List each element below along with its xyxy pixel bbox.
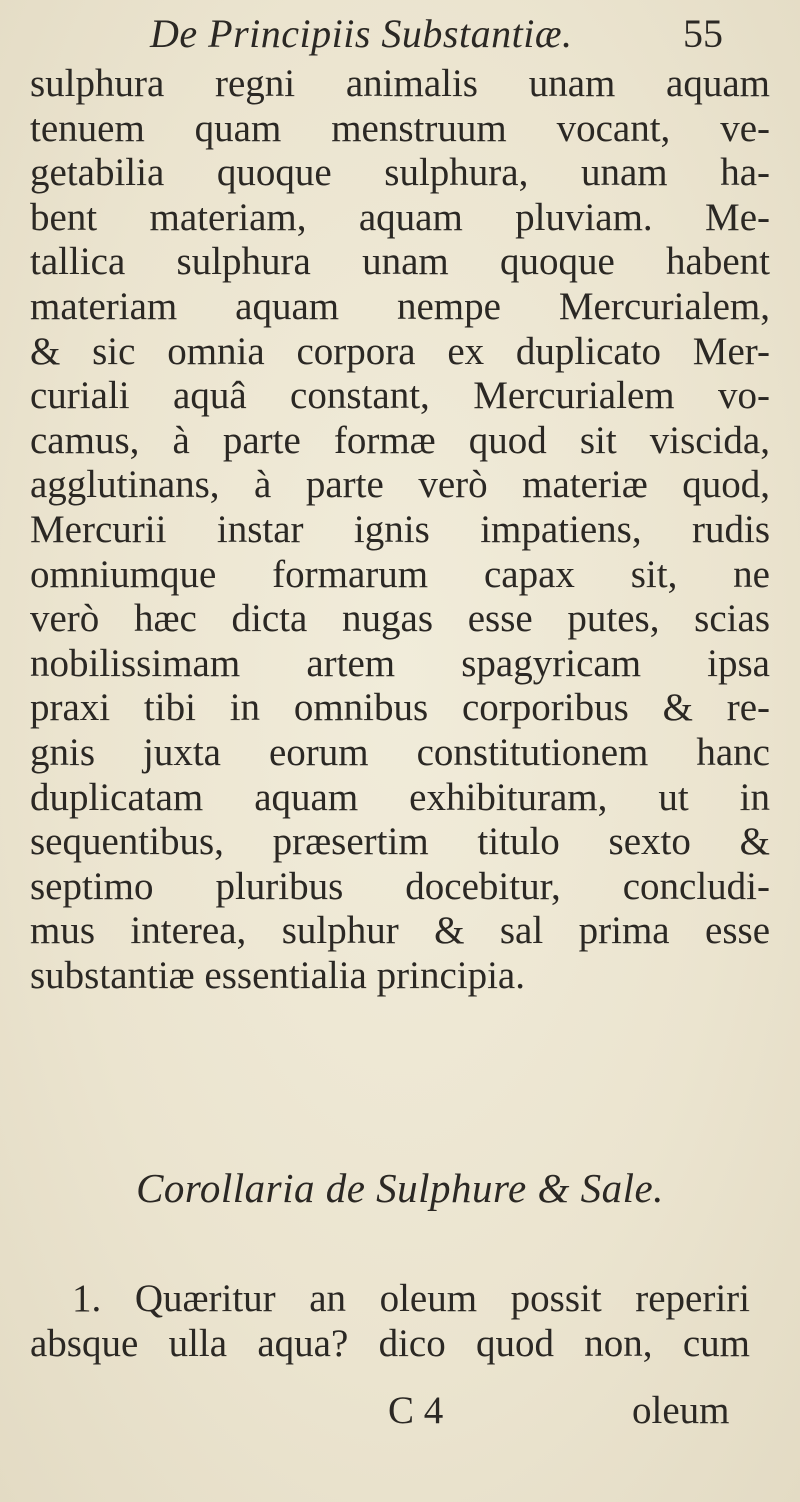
text-line: gnis juxta eorum constitutionem hanc bbox=[30, 730, 770, 774]
text-line: duplicatam aquam exhibituram, ut in bbox=[30, 775, 770, 819]
page-footer bbox=[0, 1388, 800, 1436]
section-heading: Corollaria de Sulphure & Sale. bbox=[136, 1165, 664, 1211]
text-line: substantiæ essentialia principia. bbox=[30, 953, 525, 997]
text-line: bent materiam, aquam pluviam. Me- bbox=[30, 195, 770, 239]
text-line: omniumque formarum capax sit, ne bbox=[30, 552, 770, 596]
signature-mark: C 4 bbox=[388, 1389, 444, 1432]
text-line: tallica sulphura unam quoque habent bbox=[30, 240, 770, 284]
text-line: nobilissimam artem spagyricam ipsa bbox=[30, 641, 770, 685]
text-line: & sic omnia corpora ex duplicato Mer- bbox=[30, 329, 770, 373]
text-line: verò hæc dicta nugas esse putes, scias bbox=[30, 597, 770, 641]
text-line: Mercurii instar ignis impatiens, rudis bbox=[30, 507, 770, 551]
text-line: praxi tibi in omnibus corporibus & re- bbox=[30, 686, 770, 730]
text-line: agglutinans, à parte verò materiæ quod, bbox=[30, 463, 770, 507]
running-title: De Principiis Substantiæ. bbox=[150, 11, 573, 56]
text-line: sequentibus, præsertim titulo sexto & bbox=[30, 820, 770, 864]
text-line: septimo pluribus docebitur, concludi- bbox=[30, 864, 770, 908]
text-line: materiam aquam nempe Mercurialem, bbox=[30, 284, 770, 328]
text-line: camus, à parte formæ quod sit viscida, bbox=[30, 418, 770, 462]
text-line: curiali aquâ constant, Mercurialem vo- bbox=[30, 374, 770, 418]
text-line: 1. Quæritur an oleum possit reperiri bbox=[72, 1277, 750, 1320]
text-line: tenuem quam menstruum vocant, ve- bbox=[30, 106, 770, 150]
catchword: oleum bbox=[632, 1389, 730, 1432]
page-number: 55 bbox=[683, 11, 723, 56]
text-line: getabilia quoque sulphura, unam ha- bbox=[30, 151, 770, 195]
text-line: sulphura regni animalis unam aquam bbox=[30, 62, 770, 105]
paragraph-body bbox=[30, 62, 770, 998]
corollary-paragraph bbox=[30, 1277, 750, 1366]
page-header bbox=[0, 6, 800, 62]
text-line: absque ulla aqua? dico quod non, cum bbox=[30, 1321, 750, 1365]
text-line: mus interea, sulphur & sal prima esse bbox=[30, 909, 770, 953]
